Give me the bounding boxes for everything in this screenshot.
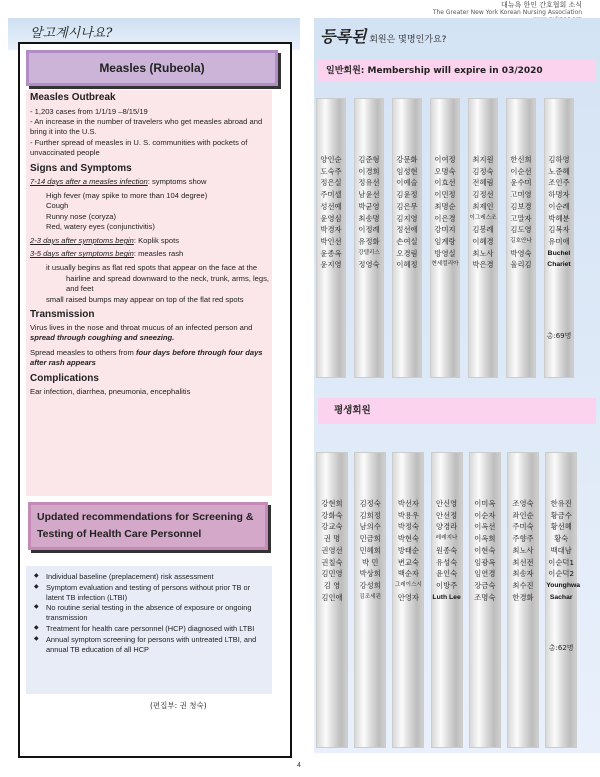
signs-1-rest: : symptoms show: [147, 177, 207, 187]
member-name: 최제인: [472, 201, 494, 211]
member-name: 주향주: [512, 534, 534, 544]
member-name: 김민영: [321, 569, 343, 579]
symptom-item: Runny nose (coryza): [46, 211, 117, 221]
general-label-en: : Membership will expire in 03/2020: [360, 66, 543, 76]
member-name: 손여실: [396, 236, 418, 246]
member-name: 최노사: [512, 545, 534, 555]
member-name: 길호안나: [510, 237, 532, 244]
member-column: [544, 98, 574, 378]
member-name: 이여정: [434, 155, 456, 164]
member-name: 강화숙: [321, 510, 343, 520]
member-name: Luth Lee: [432, 593, 461, 601]
symptom-item: Red, watery eyes (conjunctivitis): [46, 221, 155, 231]
member-name: 권칠숙: [321, 557, 343, 567]
member-name: 원종숙: [436, 545, 458, 555]
outbreak-heading: Measles Outbreak: [30, 92, 116, 103]
member-name: 정선애: [396, 225, 418, 235]
member-name: 박인선: [320, 236, 342, 246]
member-name: 남의수: [359, 522, 381, 532]
member-name: 이정례: [358, 225, 380, 235]
header-subtitle: The Greater New York Korean Nursing Association: [432, 9, 582, 16]
measles-info-box: [26, 90, 272, 496]
page-number: 4: [297, 762, 301, 769]
recommendation-item: ◆ No routine serial testing in the absence of exposure or ongoing transmission: [46, 603, 268, 623]
recommendation-item: ◆ Annual symptom screening for persons with untreated LTBI, and annual TB education of all HCP: [46, 635, 268, 655]
member-name: 이순자: [474, 510, 496, 520]
member-name: 김윤정: [396, 190, 418, 200]
signs-heading: Signs and Symptoms: [30, 163, 132, 175]
member-name: 남윤선: [358, 190, 380, 200]
signs-line-3: [30, 249, 270, 259]
member-name: 박현숙: [397, 534, 419, 544]
member-name: 주미숙: [512, 522, 534, 532]
member-column: [506, 98, 536, 378]
member-name: 이효선: [434, 178, 456, 188]
member-column: [469, 452, 501, 748]
member-column: [468, 98, 498, 378]
member-column: [392, 452, 424, 748]
member-name: 이은경: [434, 213, 456, 223]
general-total: 총:69명: [546, 332, 572, 340]
signs-2-rest: : Koplik spots: [133, 236, 180, 246]
member-name: 한신희: [510, 155, 532, 164]
transmission-2b: four days before through four days after rash appears: [30, 347, 263, 367]
member-name: 이순덕1: [548, 557, 575, 567]
member-name: 김봉례: [472, 225, 494, 235]
member-name: 권 명: [323, 534, 341, 544]
member-name: 김하영: [548, 155, 570, 164]
member-name: 박균영: [358, 201, 380, 211]
member-name: 김복자: [548, 225, 570, 235]
member-name: 윤지영: [320, 260, 342, 270]
member-name: 이현숙: [474, 545, 496, 555]
transmission-1a: Virus lives in the nose and throat mucus of an infected person and: [30, 323, 253, 333]
member-name: 백순자: [397, 569, 419, 579]
member-name: 오경림: [396, 248, 418, 258]
member-name: 성선예: [320, 201, 342, 211]
complications-heading: Complications: [30, 373, 99, 385]
members-title: [320, 24, 446, 47]
transmission-1b: spread through coughing and sneezing.: [30, 333, 175, 343]
member-name: 민혜희: [359, 545, 381, 555]
member-name: 최노사: [472, 248, 494, 258]
member-name: 강미지: [434, 225, 456, 235]
member-name: 강현희: [321, 499, 343, 508]
member-column: [354, 452, 386, 748]
member-name: 김조세핀: [359, 593, 381, 600]
member-name: 강델리스: [358, 249, 380, 256]
member-name: 정영숙: [358, 260, 380, 270]
member-name: 백대남: [550, 545, 572, 555]
member-name: 김정숙: [472, 166, 494, 176]
member-name: 하명자: [548, 190, 570, 200]
member-name: 황선혜: [550, 522, 572, 532]
outbreak-item: - 1,203 cases from 1/1/19 –8/15/19: [30, 107, 148, 116]
member-name: 오명숙: [434, 166, 456, 176]
member-name: 레레지나: [435, 535, 458, 542]
member-name: 정은실: [320, 178, 342, 188]
member-name: 주미셀: [320, 190, 342, 200]
member-name: 강문화: [396, 155, 418, 164]
lifetime-members-label: 평생회원: [318, 398, 596, 424]
signs-line-2: [30, 236, 270, 246]
member-name: 도숙주: [320, 166, 342, 176]
rash-item: it usually begins as flat red spots that appear on the face at the hairline and spread downward to the neck, trunk, arms, legs, and feet: [46, 263, 270, 293]
member-name: 방영실: [434, 248, 456, 258]
recommendations-list: [32, 572, 268, 654]
member-name: 방태순: [397, 545, 419, 555]
member-name: 전혜림: [472, 178, 494, 188]
member-name: 이순선: [510, 166, 532, 176]
member-name: 김희정: [359, 510, 381, 520]
member-name: 조명숙: [474, 592, 496, 602]
member-name: 김인애: [321, 592, 343, 602]
member-name: 강교숙: [321, 522, 343, 532]
member-name: 그레이스시: [394, 581, 422, 588]
signs-1-underlined: 7-14 days after a measles infection: [30, 177, 148, 187]
members-title-big: 등록된: [320, 27, 367, 46]
measles-title: Measles (Rubeola): [26, 50, 278, 86]
outbreak-item: - Further spread of measles in U. S. communities with pockets of unvaccinated people: [30, 137, 248, 157]
member-name: 최수진: [512, 580, 534, 590]
general-label-ko: 일반회원: [326, 66, 361, 76]
member-name: 황숙: [554, 534, 569, 544]
member-name: 양인순: [320, 155, 342, 164]
member-name: 이예슬: [396, 178, 418, 188]
member-name: 박 민: [361, 557, 379, 567]
member-name: 최지원: [472, 155, 494, 164]
member-name: 노준혜: [548, 166, 570, 176]
member-name: 최송명: [358, 213, 380, 223]
member-name: 김정선: [472, 190, 494, 200]
member-name: 임광옥: [474, 557, 496, 567]
symptom-item: Cough: [46, 201, 69, 211]
member-name: 정유선: [358, 178, 380, 188]
recommendation-item: ◆ Individual baseline (preplacement) risk assessment: [46, 572, 268, 582]
member-name: 김도영: [510, 225, 532, 235]
member-name: 김정숙: [359, 499, 381, 508]
header-title: 대뉴욕 한인 간호협회 소식: [500, 1, 582, 9]
member-name: 권영선: [321, 545, 343, 555]
member-name: 양경라: [436, 522, 458, 532]
member-name: 박상희: [359, 569, 381, 579]
member-name: 이혜경: [472, 236, 494, 246]
recommendation-item: ◆ Treatment for health care personnel (HCP) diagnosed with LTBI: [46, 624, 268, 634]
member-name: 윤수미: [510, 178, 532, 188]
member-name: 안영자: [397, 592, 419, 602]
member-name: 이민정: [434, 190, 456, 200]
editor-credit: (편집부: 권 청숙): [150, 701, 207, 710]
member-name: 현세컬리아: [431, 261, 459, 268]
member-column: [430, 98, 460, 378]
member-column: [431, 452, 463, 748]
member-name: 강성희: [359, 580, 381, 590]
transmission-text-1: [30, 323, 270, 343]
member-name: 윤인숙: [436, 569, 458, 579]
member-name: Buchel: [547, 249, 571, 257]
member-name: 박용우: [397, 510, 419, 520]
member-column: [316, 98, 346, 378]
member-name: 이혜정: [396, 260, 418, 270]
member-name: 박정숙: [397, 522, 419, 532]
member-name: 박영숙: [510, 248, 532, 258]
member-name: 고미영: [510, 190, 532, 200]
member-name: 김은무: [396, 201, 418, 211]
outbreak-list: [30, 107, 270, 158]
member-name: 박경자: [320, 225, 342, 235]
member-name: 박혜분: [548, 213, 570, 223]
symptom-list: [46, 191, 270, 232]
member-name: Younghwa: [546, 581, 581, 589]
member-name: 유성숙: [436, 557, 458, 567]
member-name: 이그레스조: [469, 214, 497, 221]
member-name: 임계랑: [434, 236, 456, 246]
member-name: 최선전: [512, 557, 534, 567]
signs-3-rest: : measles rash: [133, 249, 184, 259]
rash-item: small raised bumps may appear on top of the flat red spots: [46, 295, 244, 305]
member-name: 변교숙: [397, 557, 419, 567]
member-column: [545, 452, 581, 748]
left-title: 알고계시나요?: [30, 26, 113, 41]
member-name: 이경희: [358, 166, 380, 176]
member-name: 이옥선: [474, 522, 496, 532]
symptom-item: High fever (may spike to more than 104 degree): [46, 191, 208, 201]
signs-2-underlined: 2-3 days after symptoms begin: [30, 236, 134, 246]
rash-list: [46, 263, 270, 305]
member-name: Sachar: [549, 593, 573, 601]
recommendation-item: ◆ Symptom evaluation and testing of persons without prior TB or latent TB infection (LTBI): [46, 583, 268, 603]
member-name: 윤영심: [320, 213, 342, 223]
member-name: 장금숙: [474, 580, 496, 590]
member-name: 최명순: [434, 201, 456, 211]
member-name: 김지영: [396, 213, 418, 223]
member-name: 이순덕2: [548, 569, 575, 579]
member-name: 이방주: [436, 580, 458, 590]
member-name: 유정화: [358, 236, 380, 246]
member-name: 한유진: [550, 499, 572, 508]
member-name: 조영숙: [512, 499, 534, 508]
member-name: 안신영: [436, 499, 458, 508]
member-name: Chariet: [547, 261, 571, 269]
member-name: 유미애: [548, 236, 570, 246]
outbreak-item: - An increase in the number of travelers who get measles abroad and bring it into the U.S.: [30, 117, 263, 137]
member-name: 민금희: [359, 534, 381, 544]
members-title-small: 회원은 몇명인가요?: [366, 35, 447, 45]
updated-recommendations-title: Updated recommendations for Screening & Testing of Health Care Personnel: [28, 502, 268, 550]
member-column: [392, 98, 422, 378]
member-name: 박은경: [472, 260, 494, 270]
general-members-label: [318, 60, 596, 82]
member-name: 박선자: [397, 499, 419, 508]
member-name: 임연경: [474, 569, 496, 579]
member-name: 김 영: [323, 580, 341, 590]
member-name: 김보경: [510, 201, 532, 211]
member-name: 이순례: [548, 201, 570, 211]
signs-line-1: [30, 177, 270, 187]
member-name: 조인주: [548, 178, 570, 188]
member-name: 안선정: [436, 510, 458, 520]
lifetime-total: 총:62명: [548, 644, 574, 652]
member-name: 이옥희: [474, 534, 496, 544]
member-name: 한경화: [512, 592, 534, 602]
member-name: 고말자: [510, 213, 532, 223]
member-column: [316, 452, 348, 748]
member-name: 율리김: [510, 260, 532, 270]
complications-text: Ear infection, diarrhea, pneumonia, encephalitis: [30, 387, 191, 397]
member-name: 이미옥: [474, 499, 496, 508]
transmission-text-2: [30, 348, 270, 368]
transmission-2a: Spread measles to others from: [30, 347, 136, 357]
member-column: [354, 98, 384, 378]
member-name: 황금수: [550, 510, 572, 520]
member-name: 최송자: [512, 569, 534, 579]
member-column: [507, 452, 539, 748]
member-name: 김준형: [358, 155, 380, 164]
member-name: 좌인순: [512, 510, 534, 520]
member-name: 임성현: [396, 166, 418, 176]
signs-3-underlined: 3-5 days after symptoms begin: [30, 249, 134, 259]
transmission-heading: Transmission: [30, 309, 95, 321]
recommendations-box: [26, 566, 272, 694]
member-name: 윤종옥: [320, 248, 342, 258]
